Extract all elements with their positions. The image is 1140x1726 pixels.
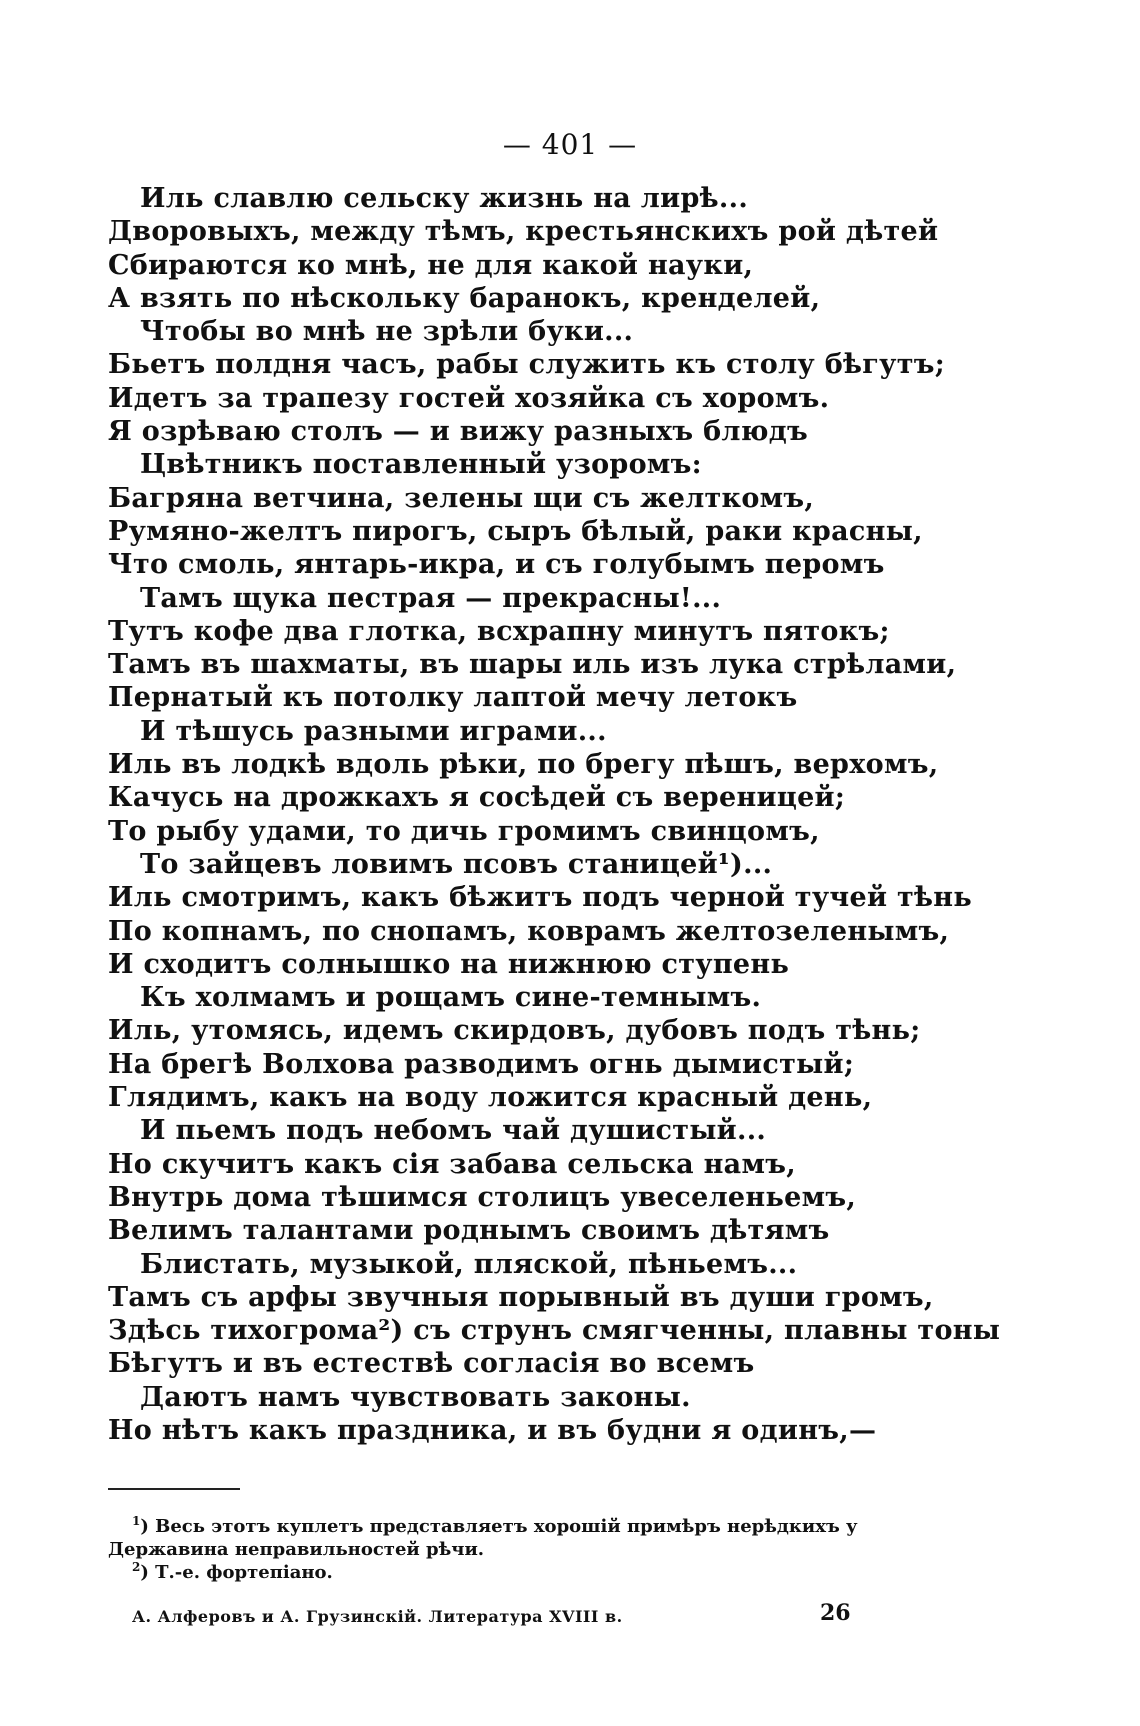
poem-line: Идетъ за трапезу гостей хозяйка съ хоромъ. [108, 382, 830, 414]
poem-line: Качусь на дрожкахъ я сосѣдей съ вереницей; [108, 782, 846, 814]
poem-line: Велимъ талантами роднымъ своимъ дѣтямъ [108, 1215, 830, 1247]
poem-line: И тѣшусь разными играми... [140, 715, 607, 747]
printer-signature: А. Алферовъ и А. Грузинскій. Литература XVIII в. [132, 1607, 623, 1626]
poem-line: Я озрѣваю столъ — и вижу разныхъ блюдъ [108, 416, 809, 448]
poem-line: Иль въ лодкѣ вдоль рѣки, по брегу пѣшъ, верхомъ, [108, 749, 939, 781]
poem-line: Иль славлю сельску жизнь на лирѣ... [140, 183, 749, 214]
poem-line: И сходитъ солнышко на нижнюю ступень [108, 948, 790, 980]
poem-line: Цвѣтникъ поставленный узоромъ: [140, 449, 702, 481]
poem-line: Блистать, музыкой, пляской, пѣньемъ... [140, 1248, 798, 1280]
poem-line: А взять по нѣскольку баранокъ, кренделей, [108, 282, 821, 314]
poem-line: То рыбу удами, то дичь громимъ свинцомъ, [108, 815, 820, 847]
poem-line: Бѣгутъ и въ естествѣ согласія во всемъ [108, 1348, 755, 1380]
poem-line: Но нѣтъ какъ праздника, и въ будни я одинъ,— [108, 1414, 877, 1446]
poem-line: Дворовыхъ, между тѣмъ, крестьянскихъ рой дѣтей [108, 216, 939, 248]
poem-line: Румяно-желтъ пирогъ, сыръ бѣлый, раки красны, [108, 515, 923, 547]
poem-line: Тутъ кофе два глотка, всхрапну минутъ пятокъ; [108, 615, 890, 647]
poem-line: На брегѣ Волхова разводимъ огнь дымистый; [108, 1048, 855, 1080]
poem-line: По копнамъ, по снопамъ, коврамъ желтозеленымъ, [108, 915, 950, 947]
footnote-divider [108, 1488, 240, 1490]
page-number: — 401 — [502, 128, 638, 161]
poem-line: Тамъ щука пестрая — прекрасны!... [140, 582, 722, 614]
footnote [108, 1515, 928, 1561]
footnotes [108, 1515, 928, 1584]
poem-text [108, 182, 1048, 1447]
poem-line: Иль, утомясь, идемъ скирдовъ, дубовъ подъ тѣнь; [108, 1015, 921, 1047]
poem-line: Тамъ съ арфы звучныя порывный въ души громъ, [108, 1281, 934, 1313]
poem-line: Здѣсь тихогрома²) съ струнъ смягченны, плавны тоны [108, 1315, 1001, 1347]
footnote [108, 1561, 928, 1584]
poem-line: Чтобы во мнѣ не зрѣли буки... [140, 316, 634, 348]
sheet-number: 26 [820, 1600, 851, 1626]
poem-line: Пернатый къ потолку лаптой мечу летокъ [108, 682, 798, 714]
poem-line: Къ холмамъ и рощамъ сине-темнымъ. [140, 982, 762, 1014]
footnote-text: ) Т.-е. фортепіано. [140, 1562, 333, 1583]
poem-line: Но скучитъ какъ сія забава сельска намъ, [108, 1148, 796, 1180]
footnote-text: ) Весь этотъ куплетъ представляетъ хорошій примѣръ нерѣдкихъ у Державина неправильностей рѣчи. [108, 1516, 858, 1560]
footnote-mark: 2 [132, 1560, 141, 1574]
poem-line: Внутрь дома тѣшимся столицъ увеселеньемъ, [108, 1181, 857, 1213]
poem-line: Тамъ въ шахматы, въ шары иль изъ лука стрѣлами, [108, 649, 957, 681]
poem-line: Багряна ветчина, зелены щи съ желткомъ, [108, 482, 815, 514]
poem-line: И пьемъ подъ небомъ чай душистый... [140, 1115, 767, 1147]
poem-line: Что смоль, янтарь-икра, и съ голубымъ перомъ [108, 549, 885, 581]
poem-line: То зайцевъ ловимъ псовъ станицей¹)... [140, 848, 773, 880]
poem-line: Бьетъ полдня часъ, рабы служить къ столу бѣгутъ; [108, 349, 946, 381]
footnote-mark: 1 [132, 1514, 141, 1528]
poem-line: Иль смотримъ, какъ бѣжитъ подъ черной тучей тѣнь [108, 882, 972, 914]
poem-line: Даютъ намъ чувствовать законы. [140, 1381, 691, 1413]
poem-line: Глядимъ, какъ на воду ложится красный день, [108, 1082, 873, 1114]
poem-line: Сбираются ко мнѣ, не для какой науки, [108, 249, 754, 281]
